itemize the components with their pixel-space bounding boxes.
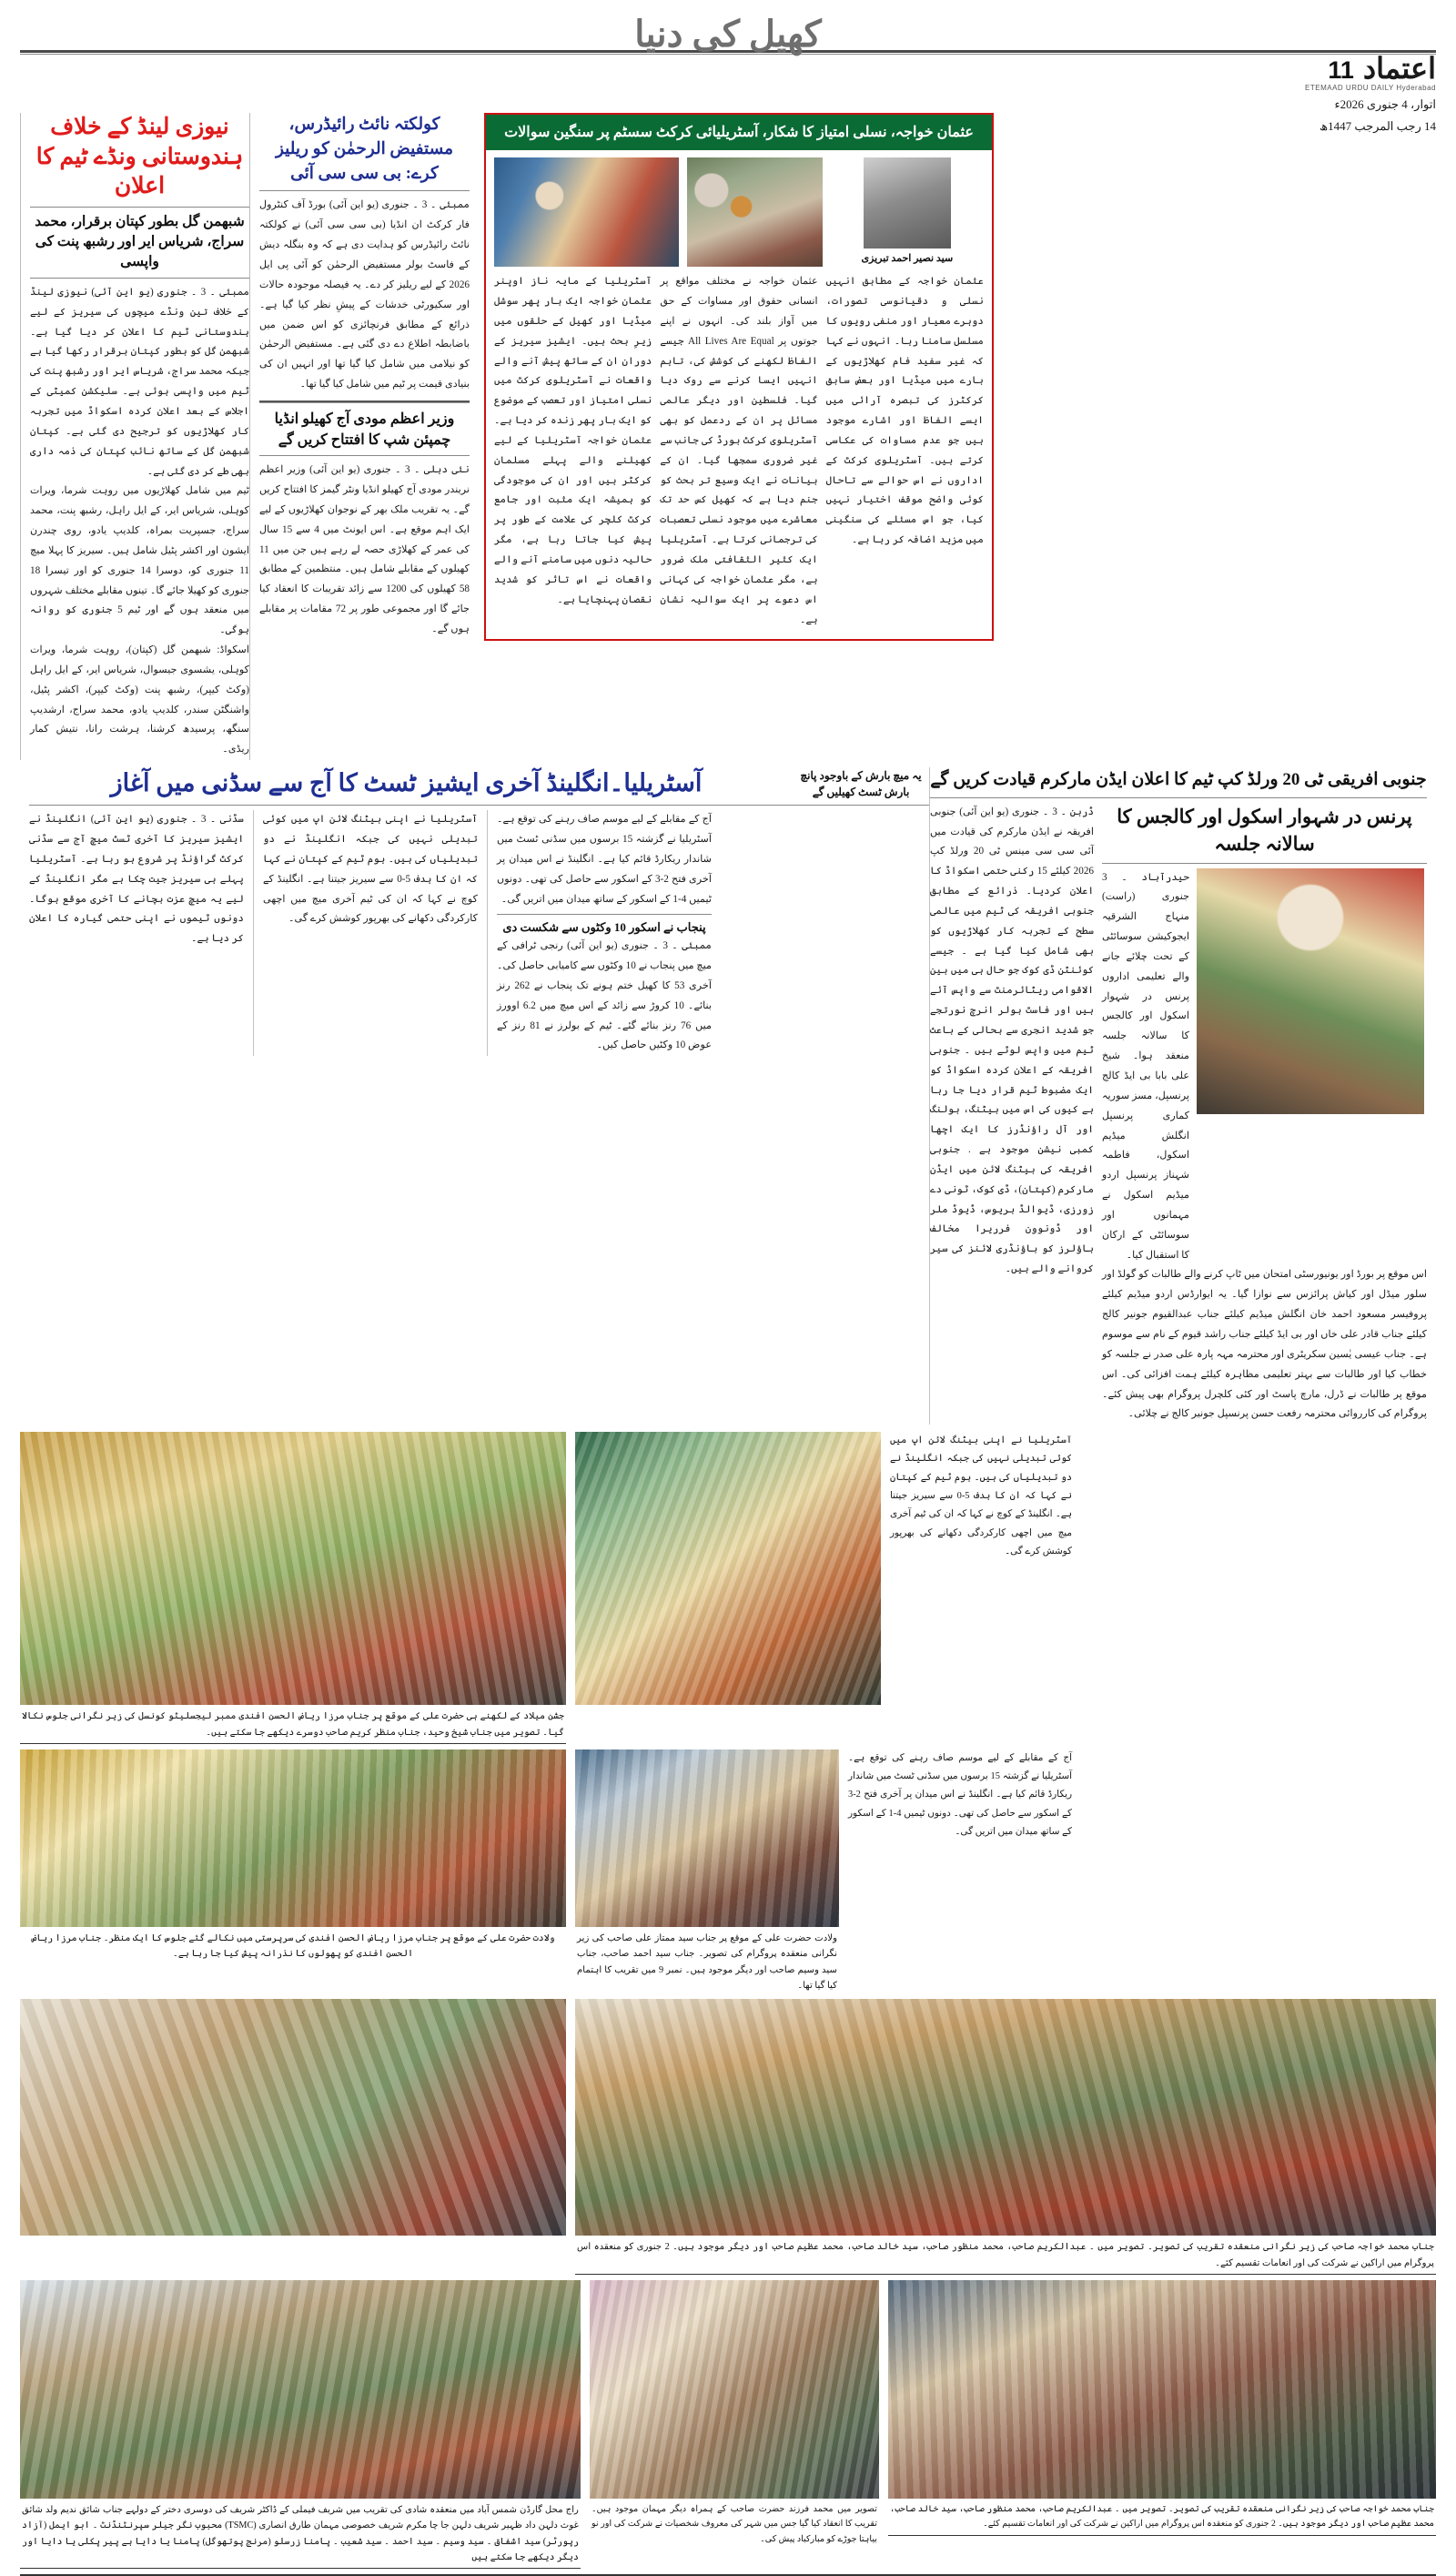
divider xyxy=(575,2274,1436,2275)
sa-headline: جنوبی افریقی ٹی 20 ورلڈ کپ ٹیم کا اعلان ایڈن مارکرم قیادت کریں گے xyxy=(930,770,1427,790)
photo-section-c xyxy=(0,1993,1456,2275)
page-number: 11 xyxy=(1328,56,1354,84)
feature-body xyxy=(486,150,992,639)
divider xyxy=(497,914,712,915)
feature-photo-family xyxy=(494,157,679,267)
ashes-headline: آسٹریلیا۔انگلینڈ آخری ایشیز ٹسٹ کا آج سے سڈنی میں آغاز xyxy=(110,769,703,797)
divider xyxy=(20,2568,581,2569)
author-portrait xyxy=(864,157,951,248)
section-title: کھیل کی دنیا xyxy=(634,14,822,55)
procession-photo-2 xyxy=(20,1749,566,1927)
feature-byline: سید نصیر احمد تبریزی xyxy=(861,253,954,265)
princes-body-2: اس موقع پر بورڈ اور یونیورسٹی امتحان میں ٹاپ کرنے والے طالبات کو گولڈ اور سلور میڈل اور کیاش پرائزس سے نوازا گیا۔ یہ ایوارڈس اردو میڈیم کیلئے پروفیسر مسعود احمد خان انگلش میڈیم کیلئے جناب عبدالقیوم جونیر کالج کیلئے جناب قادر علی خاں اور بی ایڈ کیلئے جناب راشد قیوم کے نام سے موسوم ہے۔ جناب عیسی یٰسین سکریٹری اور محترمہ مہہ پارہ علی صدر نے جلسہ کو خطاب کیا اور طالبات سے بہتر تعلیمی مظاہرہ کیلئے ہمت افزائی کی۔ اس موقع پر طالبات نے ڈرل، مارچ پاسٹ اور کئی کلچرل پروگرام بھی پیش کئے۔ پروگرام کی کارروائی محترمہ رفعت حسن پرنسپل جونیر کالج نے چلائی۔ xyxy=(1102,1269,1427,1420)
divider xyxy=(30,278,249,279)
publication-logo: اعتماد xyxy=(1362,51,1436,86)
text-block-b xyxy=(848,1749,1072,1993)
nz-squad: اسکواڈ: شبھمن گل (کپتان)، روہت شرما، ویرات کوہلی، یشسوی جیسوال، شریاس ایر، کے ایل راہل (وکٹ کیپر)، رشبھ پنت (وکٹ کیپر)، اکشر پٹیل، واشنگٹن سندر، کلدیپ یادو، محمد سراج، ارشدیپ سنگھ، پرسیدھ کرشنا، ہرشت رانا، نتیش کمار ریڈی۔ xyxy=(30,644,249,756)
princes-block xyxy=(1102,803,1427,1425)
bottom-left-block xyxy=(888,2280,1436,2569)
divider xyxy=(930,797,1427,798)
rally-photo-block xyxy=(20,1432,566,1744)
masthead-logo-row xyxy=(1218,51,1436,86)
wedding-hall-block xyxy=(20,2280,581,2569)
filler-text: آسٹریلیا نے اپنی بیٹنگ لائن اپ میں کوئی تبدیلی نہیں کی جبکہ انگلینڈ نے دو تبدیلیاں کی ہیں۔ ہوم ٹیم کے کپتان نے کہا کہ ان کا ہدف 5-0 سے سیریز جیتنا ہے۔ انگلینڈ کے کوچ نے کہا کہ ان کی ٹیم آخری میچ میں اچھی کارکردگی دکھانے کی بھرپور کوشش کرے گی۔ xyxy=(890,1435,1072,1557)
kkr-body: ممبئی ۔ 3 ۔ جنوری (یو این آئی) بورڈ آف کنٹرول فار کرکٹ ان انڈیا (بی سی سی آئی) نے کولکتہ نائٹ رائیڈرس کو ہدایت دی ہے کہ وہ بنگلہ دیش کے فاسٹ بولر مستفیض الرحمٰن کو آئی پی ایل 2026 کے لیے ریلیز کر دے۔ یہ فیصلہ موجودہ حالات اور سکیورٹی خدشات کے پیشِ نظر کیا گیا ہے۔ ذرائع کے مطابق فرنچائزی کو اس ضمن میں باضابطہ اطلاع دے دی گئی ہے۔ مستفیض الرحمٰن کو نیلامی میں شامل کیا گیا تھا اور انہیں ان کی بنیادی قیمت پر ٹیم میں شامل کیا گیا تھا۔ xyxy=(259,199,470,390)
mid-section xyxy=(0,767,1456,1425)
ashes-columns xyxy=(29,810,929,1056)
divider xyxy=(259,190,470,191)
ashes-col-1: سڈنی ۔ 3 ۔ جنوری (یو این آئی) انگلینڈ نے ایشیز سیریز کا آخری ٹسٹ میچ آج سے سڈنی کرکٹ گراؤنڈ پر شروع ہو رہا ہے۔ آسٹریلیا پہلے ہی سیریز جیت چکا ہے مگر انگلینڈ کے لیے یہ میچ عزت بچانے کا آخری موقع ہوگا۔ دونوں ٹیموں نے اپنی حتمی گیارہ کا اعلان کر دیا ہے۔ xyxy=(29,814,244,945)
princes-headline: پرنس در شہوار اسکول اور کالجس کا سالانہ جلسہ xyxy=(1117,805,1412,856)
filler-text-block xyxy=(890,1432,1072,1744)
bottom-left-photo xyxy=(888,2280,1436,2499)
wedding-hall-photo xyxy=(20,2280,581,2499)
feature-author-block xyxy=(831,157,984,267)
photo-section-a xyxy=(0,1425,1456,1744)
divider xyxy=(259,401,470,403)
wedding-right-block xyxy=(20,1999,566,2275)
modi-headline: وزیر اعظم مودی آج کھیلو انڈیا چمپئن شپ کا افتتاح کریں گے xyxy=(274,411,455,449)
divider xyxy=(29,805,929,806)
modi-body: نئی دہلی ۔ 3 ۔ جنوری (یو این آئی) وزیر اعظم نریندر مودی آج کھیلو انڈیا ونٹر گیمز کا افتتاح کریں گے۔ یہ تقریب ملک بھر کے نوجوان کھلاڑیوں کے لیے ایک اہم موقع ہے۔ اس ایونٹ میں 4 سے 15 سال کی عمر کے کھلاڑی حصہ لے رہے ہیں جن میں 11 کھیلوں کے مقابلے شامل ہیں۔ منتظمین کے مطابق 58 کھیلوں کی 1200 سے زائد تقریبات کا انعقاد کیا جائے گا اور مجموعی طور پر 72 مقامات پر مقابلے ہوں گے۔ xyxy=(259,464,470,634)
group-left-caption: جناب محمد خواجہ صاحب کی زیر نگرانی منعقدہ تقریب کی تصویر۔ تصویر میں ۔ عبدالکریم صاحب، محمد منظور صاحب، سید خالد صاحب، محمد عظیم صاحب اور دیگر موجود ہیں۔ 2 جنوری کو منعقدہ اس پروگرام میں اراکین نے شرکت کی اور انعامات تقسیم کئے۔ xyxy=(577,2242,1435,2268)
story-new-zealand xyxy=(20,113,249,760)
nz-body-2: ٹیم میں شامل کھلاڑیوں میں روہت شرما، ویرات کوہلی، شریاس ایر، کے ایل راہل، رشبھ پنت، محمد سراج، جسپریت بمراہ، کلدیپ یادو، روی چندرن ایشون اور اکشر پٹیل شامل ہیں۔ سیریز کا پہلا میچ 11 جنوری کو، دوسرا 14 جنوری کو اور تیسرا 18 جنوری کو کھیلا جائے گا۔ تینوں مقابلے مختلف شہروں میں منعقد ہوں گے اور ٹیم 5 جنوری کو روانہ ہوگی۔ xyxy=(30,485,249,636)
feature-media-row xyxy=(494,157,984,267)
photo-section-d xyxy=(0,2275,1456,2569)
punjab-body: ممبئی ۔ 3 ۔ جنوری (یو این آئی) رنجی ٹرافی کے میچ میں پنجاب نے 10 وکٹوں سے کامیابی حاصل کی۔ آخری 53 کا کھیل ختم ہونے تک پنجاب نے 262 رنز بنائے۔ 10 کروڑ سے زائد کے اس میچ میں 6.2 اوورز میں 76 رنز بنائے گئے۔ ٹیم کے بولرز نے 81 رنز کے عوض 10 وکٹیں حاصل کیں۔ xyxy=(497,940,713,1051)
sa-columns xyxy=(930,803,1427,1425)
wedding-right-caption: راج محل گارڈن شمس آباد میں منعقدہ شادی کی تقریب میں شریف فیملی کے ڈاکٹر شریف کی دوسری دختر کے دولہے جناب شائق ندیم ولد شائق غوث دلہن داد ظہیر شریف دلہن جا چا مکرم شریف خصوصی مہمان طارق انصاری (TSMC) محبوب نگر جیلر سپرنٹنڈنٹ ۔ ابو ایمل (آزاد رپورٹر) سید اشفاق ۔ سید وسیم ۔ سید احمد ۔ سید شعیب ۔ پامنا زرسلو (مرنج پوتھوگل) پامنا یا دایا ہے پیر پکلی یا دایا اور دیگر دیکھے جا سکتے ہیں xyxy=(22,2504,579,2562)
feature-col-left: عثمان خواجہ کے مطابق انہیں نسلی و دقیانوسی تصورات، دوہرے معیار اور منفی رویوں کا مسلسل سامنا رہا۔ انہوں نے کہا کہ غیر سفید فام کھلاڑیوں کے بارے میں میڈیا اور بعض سابق کرکٹرز کی تبصرہ آرائی میں ایسے الفاظ اور اشارے موجود ہیں جو عدم مساوات کی عکاسی کرتے ہیں۔ آسٹریلوی کرکٹ کے اداروں نے اس حوالے سے تاحال کوئی واضح موقف اختیار نہیں کیا، جو اس مسئلے کی سنگینی میں مزید اضافہ کر رہا ہے۔ xyxy=(825,276,984,546)
procession-caption: ولادت حضرت علی کے موقع پر جناب مرزا ریاض الحسن افندی کی سرپرستی میں نکالے گئے جلوس کا ایک منظر۔ جناب مرزا ریاض الحسن افندی کو پھولوں کا نذرانہ پیش کیا جا رہا ہے۔ xyxy=(31,1932,555,1960)
ashes-col-3-wrap xyxy=(497,810,712,1056)
story-ashes xyxy=(20,767,929,1425)
feature-photo-player xyxy=(687,157,823,267)
mid-bottom-caption: تصویر میں محمد فرزند حضرت صاحب کے ہمراہ دیگر مہمان موجود ہیں۔ تقریب کا انعقاد کیا گیا جس میں شہر کی معروف شخصیات نے شرکت کی اور نو بیاہتا جوڑے کو مبارکباد پیش کی۔ xyxy=(591,2503,877,2544)
divider xyxy=(1102,863,1427,864)
divider xyxy=(487,810,488,1056)
feature-col-right: آسٹریلیا کے مایہ ناز اوپنر عثمان خواجہ ایک بار پھر سوشل میڈیا اور کھیل کے حلقوں میں زیرِ بحث ہیں۔ ایشیز سیریز کے دوران ان کے ساتھ پیش آنے والے واقعات نے آسٹریلوی کرکٹ میں نسلی امتیاز اور تعصب کے موضوع کو ایک بار پھر زندہ کر دیا ہے۔ عثمان خواجہ آسٹریلیا کے لیے کھیلنے والے پہلے مسلمان کرکٹر ہیں اور ان کی موجودگی کو ہمیشہ ایک مثبت اور جامع کرکٹ کلچر کی علامت کے طور پر پیش کیا جاتا رہا ہے، مگر حالیہ دنوں میں سامنے آنے والے واقعات نے اس تاثر کو شدید نقصان پہنچایا ہے۔ xyxy=(494,276,652,605)
sa-body: ڈربن ۔ 3 ۔ جنوری (یو این آئی) جنوبی افریقہ نے ایڈن مارکرم کی قیادت میں آئی سی سی مینس ٹی 20 ورلڈ کپ 2026 کیلئے 15 رکنی حتمی اسکواڈ کا اعلان کردیا۔ ذرائع کے مطابق جنوبی افریقہ کی ٹیم میں عالمی سطح کے تجربہ کار کھلاڑیوں کو بھی شامل کیا گیا ہے ۔ جیسے کوئنٹن ڈی کوک جو حال ہی میں بین الاقوامی ریٹائرمنٹ سے واپس آئے ہیں اور فاسٹ بولر انرچ نورتجے جو شدید انجری سے بحالی کے باعث ٹیم میں واپس لوٹے ہیں ۔ جنوبی افریقہ کے اعلان کردہ اسکواڈ کو ایک مضبوط ٹیم قرار دیا جا رہا ہے کیوں کی اس میں بیٹنگ، بولنگ اور آل راؤنڈرز کا ایک اچھا کمبی نیشن موجود ہے . جنوبی افریقہ کی بیٹنگ لائن میں ایڈن مارکرم (کپتان)، ڈی کوک، ٹونی دے زورزی، ڈیوالڈ بریوس، ڈیوڈ ملر اور ڈونوون فرریرا مخالف باؤلرز کو باؤنڈری لائنز کی سیر کروانے والے ہیں۔ xyxy=(930,806,1095,1275)
date-hijri: 14 رجب المرجب 1447ھ xyxy=(1320,118,1436,133)
ashes-col-3: آج کے مقابلے کے لیے موسم صاف رہنے کی توقع ہے۔ آسٹریلیا نے گزشتہ 15 برسوں میں سڈنی ٹسٹ میں شاندار ریکارڈ قائم کیا ہے۔ انگلینڈ نے اس میدان پر آخری فتح 2-3 کے اسکور سے حاصل کی تھی۔ دونوں ٹیمیں 4-1 کے اسکور کے ساتھ میدان میں اتریں گی۔ xyxy=(497,814,712,905)
mid-bottom-block xyxy=(590,2280,879,2569)
procession-b-block xyxy=(20,1749,566,1993)
top-section xyxy=(0,113,1456,760)
center-mid-block xyxy=(575,1749,839,1993)
ashes-col-2: آسٹریلیا نے اپنی بیٹنگ لائن اپ میں کوئی تبدیلی نہیں کی جبکہ انگلینڈ نے دو تبدیلیاں کی ہیں۔ ہوم ٹیم کے کپتان نے کہا کہ ان کا ہدف 5-0 سے سیریز جیتنا ہے۔ انگلینڈ کے کوچ نے کہا کہ ان کی ٹیم آخری میچ میں اچھی کارکردگی دکھانے کی بھرپور کوشش کرے گی۔ xyxy=(263,814,478,925)
left-mid-column xyxy=(930,767,1436,1425)
feature-headline: عثمان خواجہ، نسلی امتیاز کا شکار، آسٹریلیائی کرکٹ سسٹم پر سنگین سوالات xyxy=(486,115,992,150)
center-mid-photo xyxy=(575,1749,839,1927)
nz-headline: نیوزی لینڈ کے خلاف ہندوستانی ونڈے ٹیم کا اعلان xyxy=(35,115,244,198)
bottom-left-caption: جناب محمد خواجہ صاحب کی زیر نگرانی منعقدہ تقریب کی تصویر۔ تصویر میں ۔ عبدالکریم صاحب، محمد منظور صاحب، سید خالد صاحب، محمد عظیم صاحب اور دیگر موجود ہیں۔ 2 جنوری کو منعقدہ اس پروگرام میں اراکین نے شرکت کی اور انعامات تقسیم کئے۔ xyxy=(889,2503,1434,2530)
group-left-block xyxy=(575,1999,1436,2275)
photo-section-b xyxy=(0,1744,1456,1993)
procession-photo xyxy=(575,1432,881,1705)
ashes-head-row xyxy=(29,767,929,800)
feature-wrapper xyxy=(479,113,994,760)
kkr-headline: کولکتہ نائٹ رائیڈرس، مستفیض الرحمٰن کو ریلیز کرے: بی سی سی آئی xyxy=(275,116,454,183)
princes-row xyxy=(1102,868,1427,1266)
center-mid-caption: ولادت حضرت علی کے موقع پر جناب سید ممتاز علی صاحب کی زیر نگرانی منعقدہ پروگرام کی تصویر۔ جناب سید احمد صاحب، جناب سید وسیم صاحب اور دیگر موجود ہیں۔ نمبر 9 میں تقریب کا اہتمام کیا گیا تھا۔ xyxy=(577,1932,837,1991)
feature-col-mid: عثمان خواجہ نے مختلف مواقع پر انسانی حقوق اور مساوات کے حق میں آواز بلند کی۔ انہوں نے اپنے جوتوں پر All Lives Are Equal جیسے الفاظ لکھنے کی کوشش کی، تاہم انہیں ایسا کرنے سے روک دیا گیا۔ فلسطین اور دیگر عالمی مسائل پر ان کے ردعمل کو بھی آسٹریلوی کرکٹ بورڈ کی جانب سے غیر ضروری سمجھا گیا۔ ان کے بیانات نے ایک وسیع تر بحث کو جنم دیا ہے کہ کھیل کس حد تک معاشرے میں موجود نسلی تعصبات کی ترجمانی کرتا ہے۔ آسٹریلیا ایک کثیر الثقافتی ملک ضرور ہے، مگر عثمان خواجہ کی کہانی اس دعوے پر ایک سوالیہ نشان ہے۔ xyxy=(660,276,818,625)
group-left-photo xyxy=(575,1999,1436,2236)
divider xyxy=(30,207,249,208)
story-kkr xyxy=(249,113,479,760)
divider xyxy=(259,455,470,456)
mid-bottom-photo xyxy=(590,2280,879,2499)
procession-photo-block xyxy=(575,1432,881,1744)
ashes-kicker: یہ میچ بارش کے باوجود پانچ بارش ٹسٹ کھیلیں گے xyxy=(800,769,922,799)
punjab-headline: پنجاب نے اسکور 10 وکٹوں سے شکست دی xyxy=(502,920,706,935)
princes-body-1: حیدرآباد ۔ 3 جنوری (راست) منہاج الشرقیہ ایجوکیشن سوسائٹی کے تحت چلائے جانے والے تعلیمی اداروں پرنس در شہوار اسکول اور کالجس کا سالانہ جلسہ منعقد ہوا۔ شیخ علی بابا بی ایڈ کالج پرنسپل، مسز سوریہ کماری پرنسپل انگلش میڈیم اسکول، فاطمہ شہناز پرنسپل اردو میڈیم اسکول نے مہمانوں اور سوسائٹی کے ارکان کا استقبال کیا۔ xyxy=(1102,871,1189,1261)
publication-subtitle: ETEMAAD URDU DAILY Hyderabad xyxy=(1305,84,1436,92)
text-block-b-body: آج کے مقابلے کے لیے موسم صاف رہنے کی توقع ہے۔ آسٹریلیا نے گزشتہ 15 برسوں میں سڈنی ٹسٹ میں شاندار ریکارڈ قائم کیا ہے۔ انگلینڈ نے اس میدان پر آخری فتح 2-3 کے اسکور سے حاصل کی تھی۔ دونوں ٹیمیں 4-1 کے اسکور کے ساتھ میدان میں اتریں گی۔ xyxy=(848,1752,1072,1838)
nz-body-1: ممبئی ۔ 3 ۔ جنوری (یو این آئی) نیوزی لینڈ کے خلاف تین ونڈے میچوں کی سیریز کے لیے ہندوستانی ٹیم کا اعلان کر دیا گیا ہے۔ شبھمن گل کو بطور کپتان برقرار رکھا گیا ہے جبکہ محمد سراج، شریاس ایر اور رشبھ پنت کی ٹیم میں واپسی ہوئی ہے۔ سلیکشن کمیٹی کے اجلاس کے بعد اعلان کردہ اسکواڈ میں تجربہ کار کھلاڑیوں کو ترجیح دی گئی ہے۔ کپتان شبھمن گل کے ساتھ نائب کپتان کی ذمہ داری بھی طے کر دی گئی ہے۔ xyxy=(30,286,249,477)
divider xyxy=(888,2535,1436,2536)
feature-box xyxy=(484,113,994,641)
princes-photo xyxy=(1197,868,1424,1114)
wedding-right-photo xyxy=(20,1999,566,2236)
divider xyxy=(253,810,254,1056)
date-gregorian: اتوار، 4 جنوری 2026ء xyxy=(1334,97,1436,111)
rally-caption: جشن میلاد کے لکھنے ہی حضرت علی کے موقع پر جناب مرزا ریاض الحسن افندی ممبر لیجسلیٹو کونسل کی زیر نگرانی جلوس نکالا گیا۔ تصویر میں جناب شیخ وحید، جناب منظر کریم صاحب دوسرے دیکھے جا سکتے ہیں۔ xyxy=(22,1711,564,1738)
nz-subheadline: شبھمن گل بطور کپتان برقرار، محمد سراج، شریاس ایر اور رشبھ پنت کی واپسی xyxy=(35,213,245,270)
divider xyxy=(20,1743,566,1744)
rally-photo xyxy=(20,1432,566,1705)
feature-columns xyxy=(494,272,984,630)
divider xyxy=(929,767,930,1425)
